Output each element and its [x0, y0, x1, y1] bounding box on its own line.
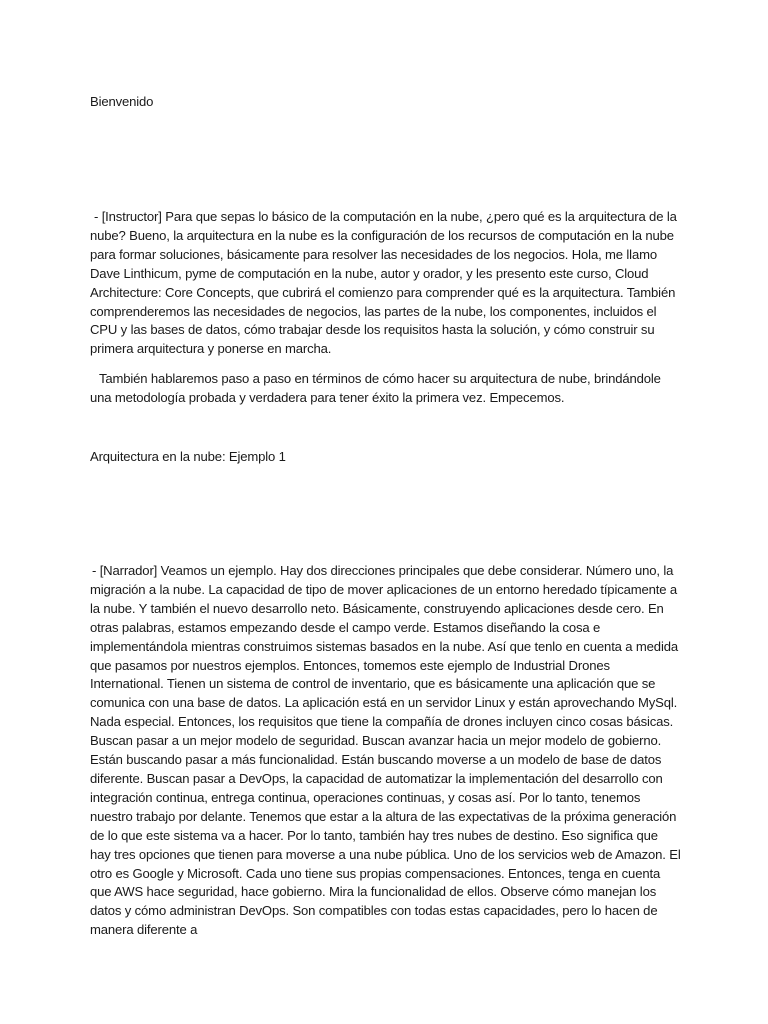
paragraph-narrador-example: - [Narrador] Veamos un ejemplo. Hay dos direcciones principales que debe considerar. Número uno, la migración a la nube. La capacidad de tipo de mover aplicaciones de un entorno heredado típicamente a la nube. Y también el nuevo desarrollo neto. Básicamente, construyendo aplicaciones desde cero. En otras palabras, estamos empezando desde el campo verde. Estamos diseñando la cosa e implementándola mientras construimos sistemas basados en la nube. Así que tenlo en cuenta a medida que pasamos por nuestros ejemplos. Entonces, tomemos este ejemplo de Industrial Drones International. Tienen un sistema de control de inventario, que es básicamente una aplicación que se comunica con una base de datos. La aplicación está en un servidor Linux y están aprovechando MySql. Nada especial. Entonces, los requisitos que tiene la compañía de drones incluyen cinco cosas básicas. Buscan pasar a un mejor modelo de seguridad. Buscan avanzar hacia un mejor modelo de gobierno. Están buscando pasar a más funcionalidad. Están buscando moverse a un modelo de base de datos diferente. Buscan pasar a DevOps, la capacidad de automatizar la implementación del desarrollo con integración continua, entrega continua, operaciones continuas, y cosas así. Por lo tanto, tenemos nuestro trabajo por delante. Tenemos que estar a la altura de las expectativas de la próxima generación de lo que este sistema va a hacer. Por lo tanto, también hay tres nubes de destino. Eso significa que hay tres opciones que tienen para moverse a una nube pública. Uno de los servicios web de Amazon. El otro es Google y Microsoft. Cada uno tiene sus propias compensaciones. Entonces, tenga en cuenta que AWS hace seguridad, hace gobierno. Mira la funcionalidad de ellos. Observe cómo manejan los datos y cómo administran DevOps. Son compatibles con todas estas capacidades, pero lo hacen de manera diferente a [90, 563, 681, 938]
section-title-ejemplo-1: Arquitectura en la nube: Ejemplo 1 [90, 449, 286, 464]
paragraph-instructor-intro: - [Instructor] Para que sepas lo básico de la computación en la nube, ¿pero qué es la arquitectura de la nube? Bueno, la arquitectura en la nube es la configuración de los recursos de computación en la nube para formar soluciones, básicamente para resolver las necesidades de los negocios. Hola, me llamo Dave Linthicum, pyme de computación en la nube, autor y orador, y les presento este curso, Cloud Architecture: Core Concepts, que cubrirá el comienzo para comprender qué es la arquitectura. También comprenderemos las necesidades de negocios, las partes de la nube, los componentes, incluidos el CPU y las bases de datos, cómo trabajar desde los requisitos hasta la solución, y cómo construir su primera arquitectura y ponerse en marcha. [90, 209, 677, 357]
paragraph-instructor-outro: También hablaremos paso a paso en términos de cómo hacer su arquitectura de nube, brindándole una metodología probada y verdadera para tener éxito la primera vez. Empecemos. [90, 371, 661, 405]
section-title-bienvenido: Bienvenido [90, 94, 154, 109]
